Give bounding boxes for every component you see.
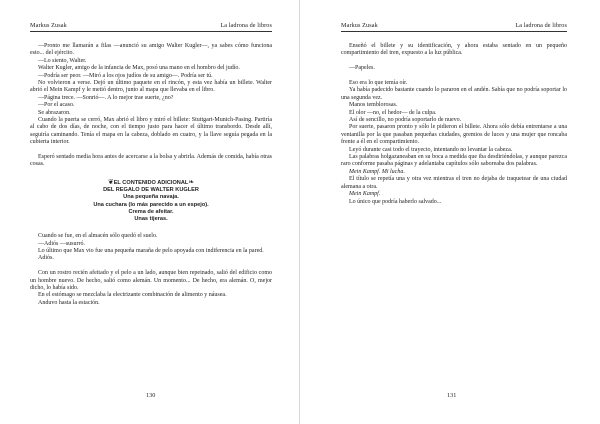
paragraph: —Adiós —susurró. (38, 240, 86, 247)
paragraph-italic: Mein Kampf. (349, 191, 381, 198)
paragraph: Con un rostro recién afeitado y el pelo a un lado, aunque bien repeinado, salió del edificio como un hombre nuevo. De hecho, salió como alemán. Un momento... De hecho, era alemán. O, mejor dicho, lo había sido. (30, 270, 272, 291)
paragraph: Anduvo hasta la estación. (38, 299, 100, 306)
paragraph: Adiós. (38, 255, 54, 262)
header-author: Markus Zusak (341, 22, 378, 29)
paragraph: —Pronto me llamarán a filas —anunció su amigo Walter Kugler—, ya sabes cómo funciona esto... del ejército. (30, 43, 272, 57)
paragraph: Lo único que podría haberlo salvado... (349, 198, 442, 205)
paragraph: Leyó durante casi todo el trayecto, intentando no levantar la cabeza. (349, 146, 513, 153)
paragraph: Cuando la puerta se cerró, Max abrió el libro y miró el billete: Stuttgart-Munich-Pasing. Partiría al cabo de dos días, de noche, con el tiempo justo para hacer el último transbordo. Desde allí, seguiría caminando. Tenía el mapa en la cabeza, doblado en cuatro, y la llave seguía pegada en la cubierta interior. (30, 117, 272, 146)
paragraph: —Papeles. (349, 65, 375, 72)
header-book-title: La ladrona de libros (220, 22, 272, 29)
page-number: 130 (146, 392, 156, 399)
paragraph: Walter Kugler, amigo de la infancia de Max, posó una mano en el hombro del judío. (38, 65, 240, 72)
left-page-body (30, 43, 272, 307)
note-title: EL CONTENIDO ADICIONAL (113, 179, 189, 186)
paragraph: Manos temblorosas. (349, 102, 398, 109)
paragraph: Esperó sentado media hora antes de acercarse a la bolsa y abrirla. Además de comida, había otras cosas. (30, 154, 272, 168)
paragraph-italic: Mein Kampf. Mi lucha. (349, 168, 405, 175)
paragraph: Se abrazaron. (38, 109, 71, 116)
paragraph: En el estómago se mezclaba la electrizante combinación de alimento y náusea. (38, 292, 227, 299)
paragraph: —Lo siento, Walter. (38, 57, 87, 64)
page-number: 131 (447, 392, 457, 399)
paragraph: El título se repetía una y otra vez mientras el tren no dejaba de traquetear de una ciudad alemana a otra. (341, 176, 567, 190)
paragraph: Cuando se fue, en el almacén sólo quedó el suelo. (38, 233, 158, 240)
paragraph: Ya había padecido bastante cuando lo pararon en el andén. Sabía que no podría soportar lo una segunda vez. (341, 87, 567, 101)
paragraph: —Por el acaso. (38, 102, 75, 109)
paragraph: Lo último que Max vio fue una pequeña maraña de pelo apoyada con indiferencia en la pared. (38, 247, 264, 254)
ornament-right-icon: ❧ (188, 178, 195, 186)
paragraph: No volvieron a verse. Dejó un último paquete en el rincón, y esta vez había un billete. Walter abrió el Mein Kampf y le metió dentro, junto al mapa que llevaba en el libro. (30, 80, 272, 94)
note-line: Crema de afeitar. (128, 208, 174, 215)
note-line: Una pequeña navaja. (123, 194, 179, 201)
gift-contents-note (30, 179, 272, 223)
note-line: Una cuchara (lo más parecido a un espejo). (93, 201, 209, 208)
paragraph: —Página trece. —Sonrió—. A lo mejor trae suerte, ¿no? (38, 94, 174, 101)
paragraph: Las palabras holgazaneaban en su boca a medida que iba desdiriéndolas, y aunque parezca raro conforme pasaba páginas y adelantaba capítulos sólo saboreaba dos palabras. (341, 154, 567, 168)
paragraph: Eso era lo que temía oír. (349, 80, 408, 86)
paragraph: Por suerte, pasaron pronto y sólo le pidieron el billete. Ahora sólo debía entrentarse a una ventanilla por la que pasaban pequeñas ciudades, gremios de luces y una mujer que roncaba frente a él en el compartimiento. (341, 124, 567, 146)
right-page (300, 0, 600, 424)
paragraph: Así de sencillo, no podría soportarlo de nuevo. (349, 117, 462, 124)
header-book-title: La ladrona de libros (515, 22, 567, 29)
ornament-left-icon: ❦ (107, 178, 114, 186)
header-rule (30, 31, 272, 32)
paragraph: El olor —no, el hedor— de la culpa. (349, 109, 437, 116)
header-author: Markus Zusak (30, 22, 67, 29)
paragraph: —Podría ser peor. —Miró a los ojos judíos de su amigo—. Podría ser tú. (38, 72, 213, 79)
header-rule (341, 31, 567, 32)
paragraph: Enseñó el billete y su identificación, y ahora estaba sentado en un pequeño compartimiento del tren, expuesto a la luz pública. (341, 43, 567, 57)
right-page-body (341, 43, 567, 206)
note-subtitle: DEL REGALO DE WALTER KUGLER (103, 187, 199, 194)
note-line: Unas tijeras. (134, 215, 168, 222)
